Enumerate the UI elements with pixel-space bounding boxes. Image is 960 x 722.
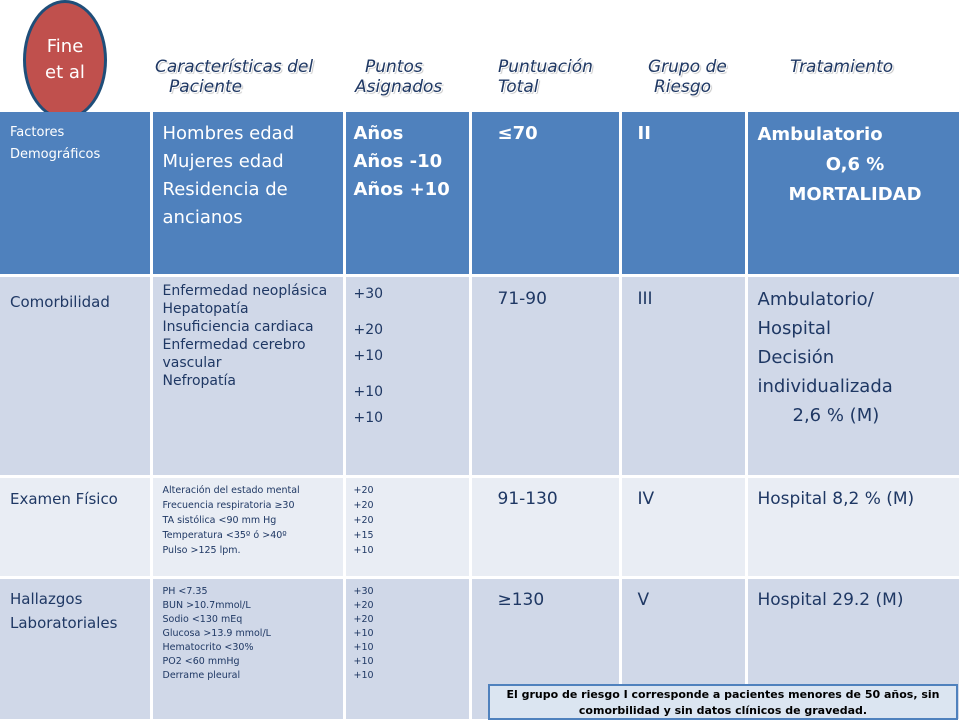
- points-item: +10: [353, 669, 374, 681]
- points-item: +10: [353, 347, 384, 364]
- table-row: [0, 476, 960, 577]
- points-item: +20: [353, 499, 374, 511]
- characteristic-item: Frecuencia respiratoria ≥30: [162, 499, 295, 511]
- characteristic-item: Enfermedad neoplásica: [162, 282, 328, 299]
- table-row: [0, 275, 960, 476]
- characteristics-cell: [151, 476, 344, 577]
- factor-label: Examen Físico: [10, 489, 118, 508]
- table-row: [0, 112, 960, 275]
- points-item: +10: [353, 641, 374, 653]
- characteristic-item: Insuficiencia cardiaca: [162, 318, 314, 335]
- group-cell: [620, 476, 746, 577]
- risk-table: [0, 112, 960, 722]
- group-value: II: [637, 123, 651, 144]
- characteristic-item: Mujeres edad: [162, 151, 284, 172]
- total-cell: [470, 476, 620, 577]
- treatment-line: Ambulatorio: [757, 124, 883, 145]
- characteristic-item: TA sistólica <90 mm Hg: [162, 514, 277, 526]
- points-item: +20: [353, 514, 374, 526]
- group-value: III: [637, 288, 653, 309]
- header-points-line-1: Puntos: [365, 57, 423, 77]
- characteristic-item: PO2 <60 mmHg: [162, 655, 240, 667]
- points-item: Años +10: [353, 179, 450, 200]
- fine-badge: [23, 0, 107, 120]
- points-item: Años: [353, 123, 404, 144]
- points-cell: [344, 112, 470, 275]
- points-cell: [344, 275, 470, 476]
- points-item: +30: [353, 285, 384, 302]
- treatment-line: Hospital: [757, 317, 831, 339]
- characteristic-item: Glucosa >13.9 mmol/L: [162, 627, 271, 639]
- treatment-cell: [746, 112, 960, 275]
- points-item: +10: [353, 655, 374, 667]
- header-group-line-1: Grupo de: [648, 57, 727, 77]
- treatment-line: 2,6 % (M): [792, 404, 880, 426]
- header-points-line-2: Asignados: [355, 77, 443, 97]
- points-item: +20: [353, 599, 374, 611]
- characteristics-cell: [151, 577, 344, 720]
- points-item: +10: [353, 409, 384, 426]
- total-value: ≥130: [497, 589, 545, 610]
- points-item: +20: [353, 484, 374, 496]
- points-cell: [344, 577, 470, 720]
- header-treatment-line-1: Tratamiento: [790, 57, 894, 77]
- header-total-line-2: Total: [498, 77, 539, 97]
- characteristic-item: BUN >10.7mmol/L: [162, 599, 251, 611]
- header-group-line-2: Riesgo: [654, 77, 712, 97]
- characteristic-item: PH <7.35: [162, 585, 208, 597]
- points-item: +30: [353, 585, 374, 597]
- points-item: +15: [353, 529, 374, 541]
- header-group: [648, 57, 727, 97]
- characteristic-item: Nefropatía: [162, 372, 236, 389]
- header-patient-line-2: Paciente: [169, 77, 243, 97]
- factor-label: Hallazgos Laboratoriales: [10, 589, 118, 632]
- treatment-line: MORTALIDAD: [788, 184, 922, 205]
- points-item: +10: [353, 544, 374, 556]
- total-value: 71-90: [497, 288, 547, 309]
- characteristic-item: Residencia de ancianos: [162, 179, 288, 228]
- badge-line-1: Fine: [46, 36, 84, 57]
- factor-label: Comorbilidad: [10, 292, 110, 311]
- characteristic-item: Pulso >125 lpm.: [162, 544, 241, 556]
- characteristic-item: Enfermedad cerebro vascular: [162, 336, 306, 371]
- risk-group-note: El grupo de riesgo I corresponde a pacientes menores de 50 años, sin comorbilidad y sin datos clínicos de gravedad.: [488, 684, 958, 720]
- total-cell: [470, 112, 620, 275]
- treatment-line: Hospital 8,2 % (M): [757, 488, 915, 509]
- treatment-line: O,6 %: [825, 154, 885, 175]
- group-cell: [620, 275, 746, 476]
- characteristic-item: Derrame pleural: [162, 669, 241, 681]
- group-value: IV: [637, 488, 655, 509]
- badge-line-2: et al: [45, 62, 85, 83]
- characteristics-cell: [151, 275, 344, 476]
- points-item: +10: [353, 627, 374, 639]
- header-points: [355, 57, 442, 97]
- characteristics-cell: [151, 112, 344, 275]
- factor-cell: [0, 577, 151, 720]
- factor-label: Factores Demográficos: [10, 125, 101, 162]
- points-item: +10: [353, 383, 384, 400]
- header-patient-line-1: Características del: [155, 57, 314, 77]
- total-value: ≤70: [497, 123, 538, 144]
- treatment-line: Hospital 29.2 (M): [757, 589, 904, 610]
- characteristic-item: Sodio <130 mEq: [162, 613, 243, 625]
- factor-cell: [0, 112, 151, 275]
- group-cell: [620, 112, 746, 275]
- header-patient: [155, 57, 313, 97]
- points-item: Años -10: [353, 151, 443, 172]
- group-value: V: [637, 589, 650, 610]
- points-cell: [344, 476, 470, 577]
- factor-cell: [0, 476, 151, 577]
- header-total-line-1: Puntuación: [498, 57, 593, 77]
- characteristic-item: Alteración del estado mental: [162, 484, 300, 496]
- header-treatment: [790, 57, 893, 77]
- characteristic-item: Hombres edad: [162, 123, 295, 144]
- characteristic-item: Hematocrito <30%: [162, 641, 254, 653]
- header-total: [498, 57, 593, 97]
- total-value: 91-130: [497, 488, 558, 509]
- total-cell: [470, 275, 620, 476]
- points-item: +20: [353, 613, 374, 625]
- characteristic-item: Temperatura <35º ó >40º: [162, 529, 287, 541]
- treatment-cell: [746, 275, 960, 476]
- treatment-line: Ambulatorio/: [757, 288, 874, 310]
- characteristic-item: Hepatopatía: [162, 300, 249, 317]
- treatment-line: Decisión individualizada: [757, 346, 893, 397]
- treatment-cell: [746, 476, 960, 577]
- factor-cell: [0, 275, 151, 476]
- points-item: +20: [353, 321, 384, 338]
